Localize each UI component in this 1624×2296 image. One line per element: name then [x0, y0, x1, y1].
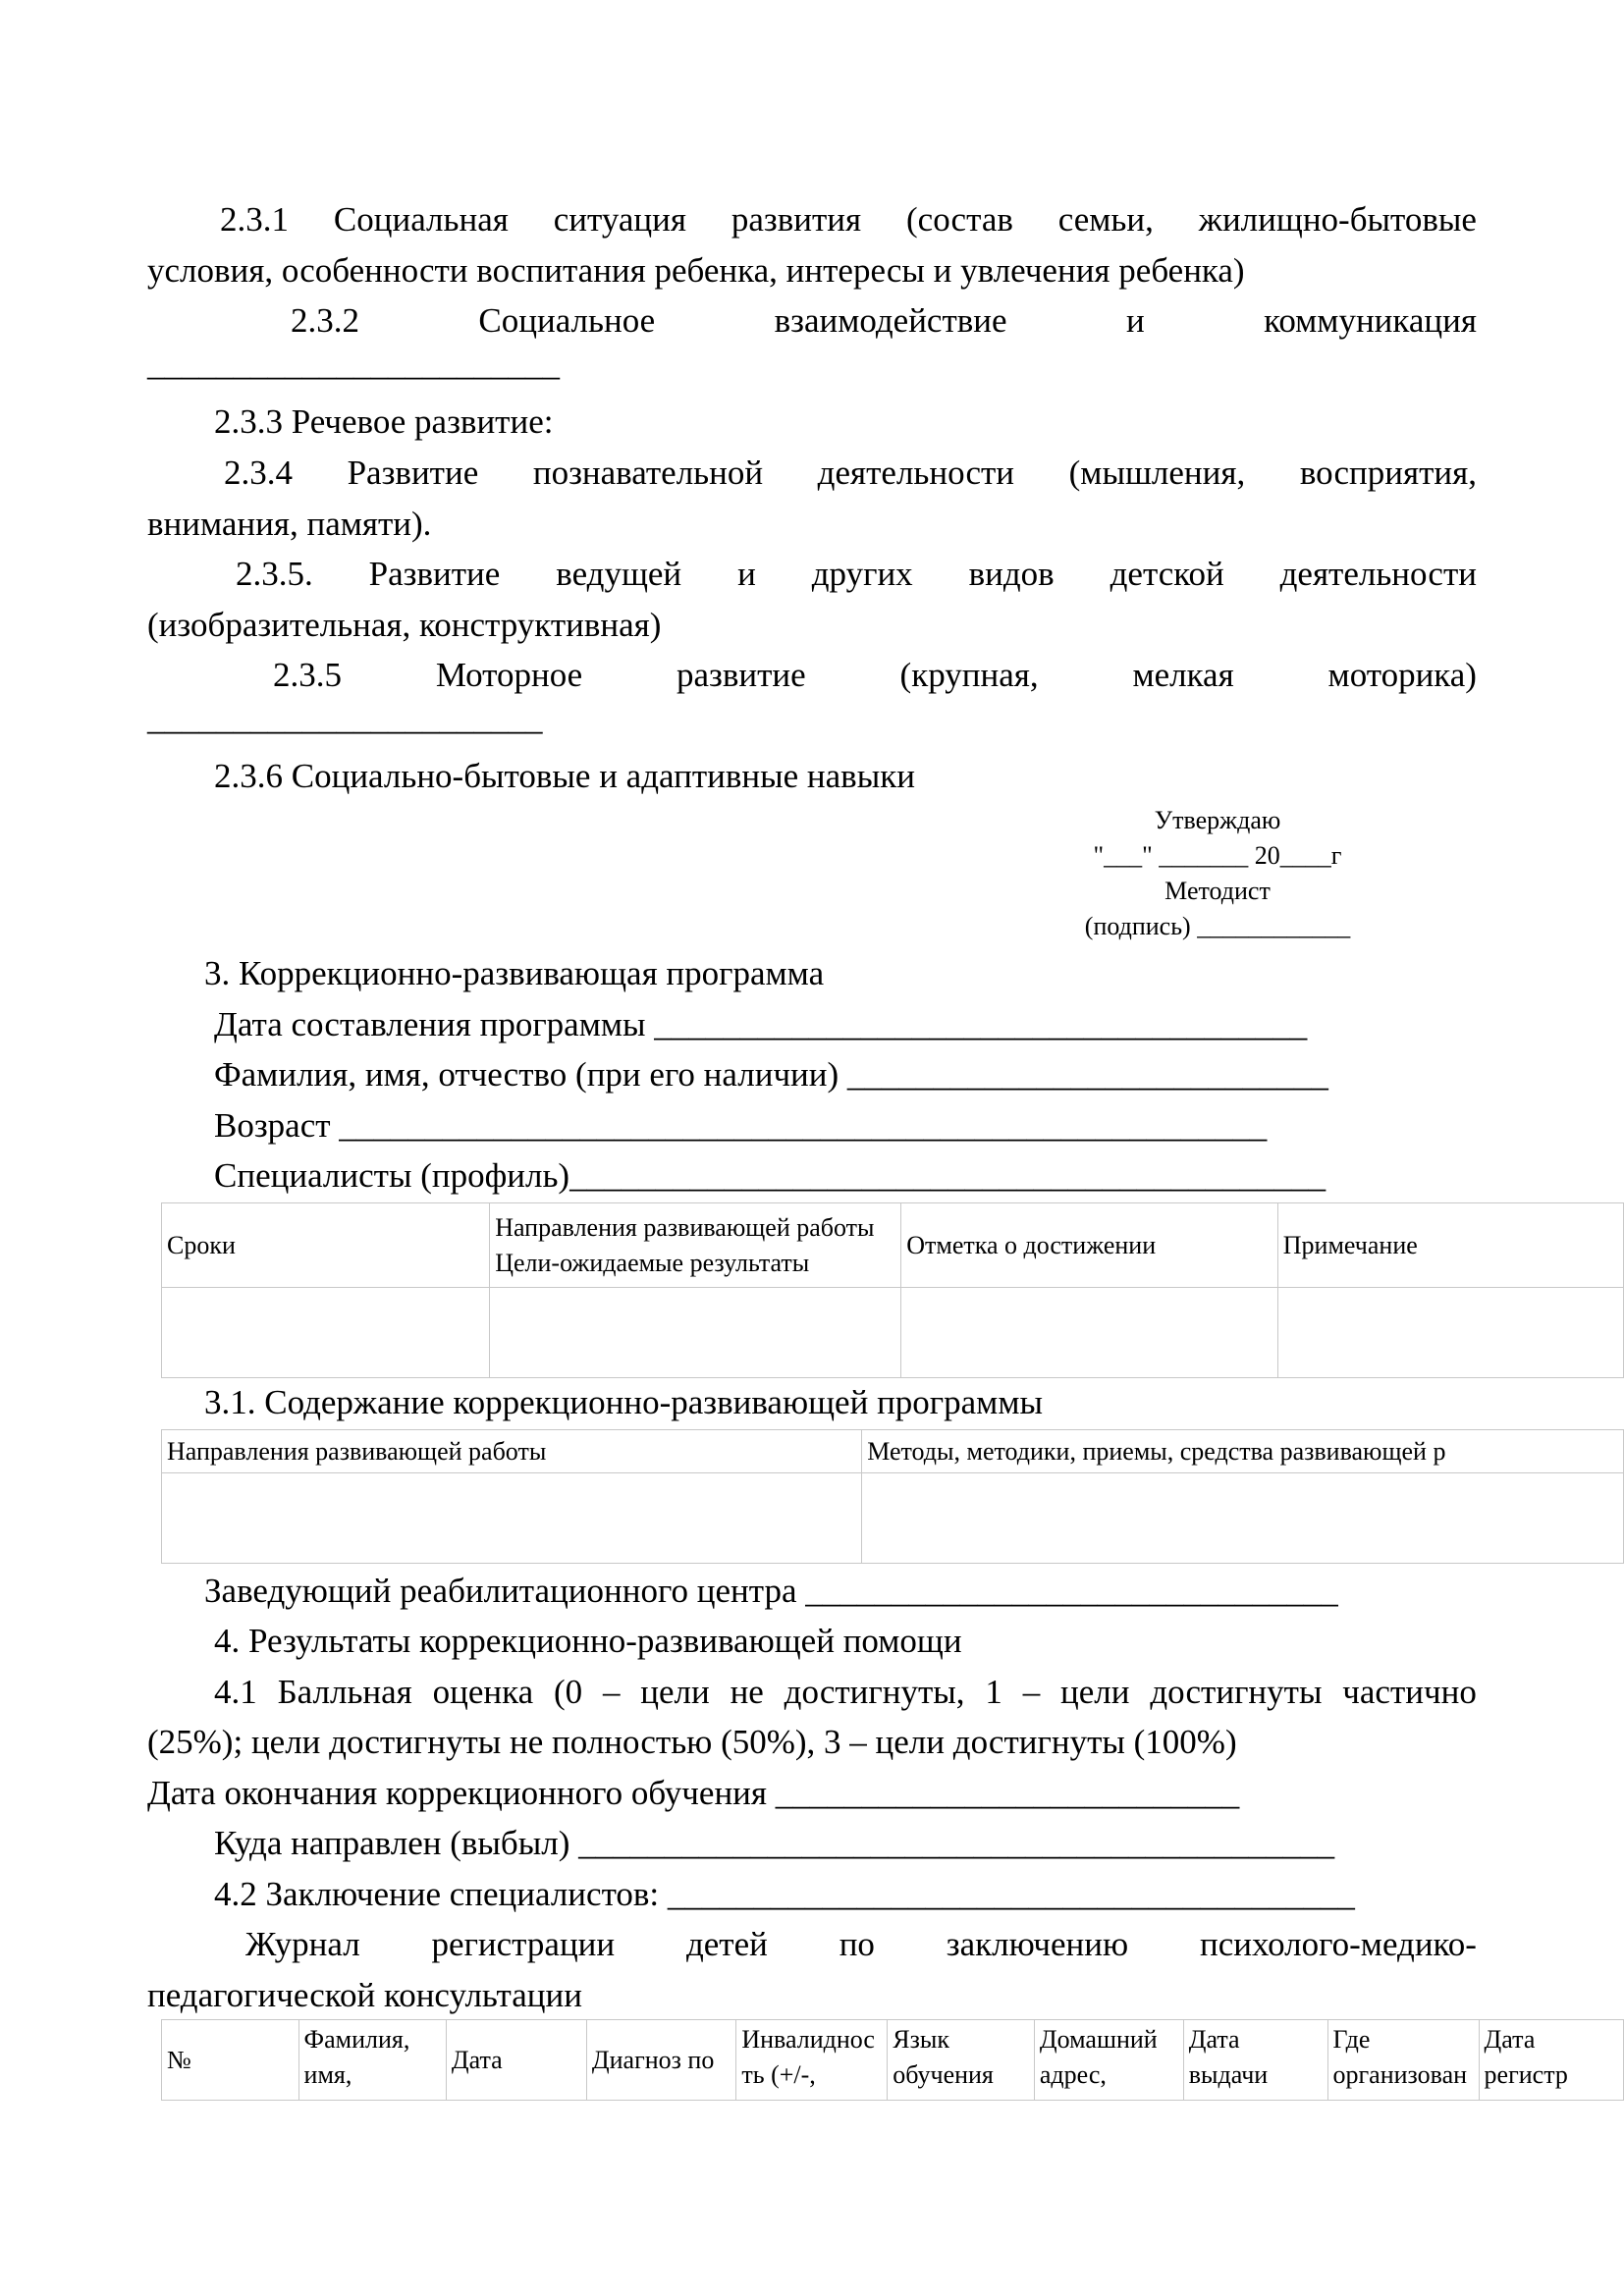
word: деятельности	[1279, 555, 1477, 593]
word: Социальная	[333, 200, 509, 239]
paragraph-4-1-line2: (25%); цели достигнуты не полностью (50%), 3 – цели достигнуты (100%)	[147, 1723, 1237, 1761]
word: других	[811, 555, 913, 593]
table-header-cell	[1034, 2020, 1183, 2101]
word: жилищно-бытовые	[1198, 200, 1477, 239]
table-header-cell	[490, 1203, 901, 1288]
table-header-line: Дата	[451, 2045, 503, 2074]
program-date-field: Дата составления программы ______________________________________	[214, 1005, 1308, 1043]
table-header-line: Дата	[1484, 2025, 1536, 2054]
end-date-field: Дата окончания коррекционного обучения ___________________________	[147, 1774, 1240, 1812]
word: (состав	[906, 200, 1013, 239]
word: частично	[1342, 1673, 1477, 1711]
table-header-line: Направления развивающей работы	[495, 1212, 875, 1242]
word: (0	[553, 1673, 583, 1711]
word: взаимодействие	[774, 301, 1007, 340]
approval-title: Утверждаю	[1154, 806, 1281, 834]
journal-title-line1	[245, 1919, 1477, 1970]
word: (крупная,	[899, 656, 1039, 694]
paragraph-2-3-5a-line2: (изобразительная, конструктивная)	[147, 606, 662, 644]
approval-block	[1070, 803, 1365, 944]
word: и	[1125, 301, 1145, 340]
table-header-line: выдачи	[1188, 2060, 1269, 2089]
table-header-line: Язык	[893, 2025, 949, 2054]
word: достигнуты,	[784, 1673, 965, 1711]
table-cell	[1277, 1288, 1623, 1378]
word: –	[1022, 1673, 1041, 1711]
table-header-line: адрес,	[1039, 2060, 1107, 2089]
word: (мышления,	[1068, 454, 1246, 492]
word: видов	[968, 555, 1055, 593]
word: семьи,	[1057, 200, 1154, 239]
table-row	[162, 1203, 1624, 1288]
table-cell	[162, 1288, 490, 1378]
word: Развитие	[368, 555, 501, 593]
paragraph-2-3-3: 2.3.3 Речевое развитие:	[214, 402, 554, 441]
word: 2.3.5	[273, 656, 342, 694]
word: достигнуты	[1150, 1673, 1323, 1711]
table-cell	[490, 1288, 901, 1378]
word: восприятия,	[1299, 454, 1477, 492]
word: –	[602, 1673, 621, 1711]
table-header-line: Диагноз по	[591, 2045, 715, 2074]
word: Журнал	[245, 1925, 360, 1963]
table-header-line: №	[167, 2045, 191, 2074]
table-header-cell	[1183, 2020, 1327, 2101]
table-header-cell	[586, 2020, 735, 2101]
table-header-cell	[298, 2020, 446, 2101]
table-header-line: ть (+/-,	[741, 2060, 816, 2089]
word: детей	[685, 1925, 768, 1963]
specialists-field: Специалисты (профиль)____________________________________________	[214, 1156, 1326, 1195]
word: деятельности	[817, 454, 1015, 492]
word: Балльная	[277, 1673, 412, 1711]
word: и	[737, 555, 756, 593]
paragraph-4-2: 4.2 Заключение специалистов: ________________________________________	[214, 1875, 1355, 1913]
word: 2.3.4	[224, 454, 293, 492]
paragraph-2-3-4-line1	[224, 448, 1477, 499]
word: не	[730, 1673, 764, 1711]
word: развития	[731, 200, 862, 239]
word: заключению	[946, 1925, 1129, 1963]
table-header-line: обучения	[893, 2060, 994, 2089]
word: детской	[1110, 555, 1224, 593]
table-header-cell	[446, 2020, 586, 2101]
table-row	[162, 2020, 1624, 2101]
paragraph-2-3-1-line2: условия, особенности воспитания ребенка, интересы и увлечения ребенка)	[147, 251, 1245, 290]
word: по	[839, 1925, 875, 1963]
table-header-cell: Направления развивающей работы	[162, 1430, 862, 1473]
word: 1	[985, 1673, 1002, 1711]
word: Социальное	[478, 301, 656, 340]
word: мелкая	[1132, 656, 1234, 694]
head-signature-field: Заведующий реабилитационного центра _______________________________	[204, 1572, 1338, 1610]
word: цели	[1060, 1673, 1130, 1711]
paragraph-2-3-4-line2: внимания, памяти).	[147, 505, 432, 543]
section-4-title: 4. Результаты коррекционно-развивающей помощи	[214, 1622, 962, 1660]
word: регистрации	[431, 1925, 616, 1963]
age-field: Возраст ______________________________________________________	[214, 1106, 1268, 1145]
word: познавательной	[532, 454, 764, 492]
word: 2.3.2	[291, 301, 359, 340]
table-header-cell	[1479, 2020, 1623, 2101]
word: психолого-медико-	[1199, 1925, 1477, 1963]
table-row	[162, 1473, 1624, 1564]
table-header-cell: Сроки	[162, 1203, 490, 1288]
table-header-line: Инвалиднос	[741, 2025, 875, 2054]
journal-table	[161, 2019, 1624, 2101]
table-cell	[862, 1473, 1624, 1564]
table-cell	[901, 1288, 1278, 1378]
word: 2.3.5.	[236, 555, 313, 593]
direction-field: Куда направлен (выбыл) ____________________________________________	[214, 1824, 1335, 1862]
paragraph-2-3-5b-line2: _______________________	[147, 699, 543, 737]
table-header-cell: Методы, методики, приемы, средства развивающей р	[862, 1430, 1624, 1473]
table-header-line: имя,	[303, 2060, 352, 2089]
table-header-cell: Примечание	[1277, 1203, 1623, 1288]
section-3-1-title: 3.1. Содержание коррекционно-развивающей программы	[204, 1383, 1043, 1421]
table-header-line: Дата	[1188, 2025, 1240, 2054]
word: 4.1	[214, 1673, 257, 1711]
word: развитие	[677, 656, 806, 694]
approval-role: Методист	[1164, 877, 1271, 905]
paragraph-2-3-6: 2.3.6 Социально-бытовые и адаптивные навыки	[214, 757, 915, 795]
word: Развитие	[347, 454, 479, 492]
word: оценка	[432, 1673, 534, 1711]
table-cell	[162, 1473, 862, 1564]
table-header-line: организован	[1332, 2060, 1468, 2089]
table-row	[162, 1430, 1624, 1473]
paragraph-2-3-1-line1	[220, 194, 1477, 245]
journal-title-line2: педагогической консультации	[147, 1976, 583, 2014]
table-header-line: Цели-ожидаемые результаты	[495, 1248, 810, 1277]
word: 2.3.1	[220, 200, 289, 239]
full-name-field: Фамилия, имя, отчество (при его наличии) ____________________________	[214, 1055, 1328, 1094]
table-header-cell: Отметка о достижении	[901, 1203, 1278, 1288]
content-table	[161, 1429, 1624, 1564]
word: коммуникация	[1264, 301, 1477, 340]
table-header-cell	[1327, 2020, 1479, 2101]
section-3-title: 3. Коррекционно-развивающая программа	[204, 954, 825, 992]
approval-signature: (подпись) ____________	[1084, 912, 1351, 940]
word: цели	[640, 1673, 710, 1711]
table-header-line: Домашний	[1039, 2025, 1158, 2054]
table-header-cell	[736, 2020, 888, 2101]
paragraph-2-3-5a-line1	[236, 549, 1477, 600]
word: ведущей	[556, 555, 682, 593]
word: Моторное	[435, 656, 583, 694]
approval-date: "___" _______ 20____г	[1093, 841, 1342, 870]
word: ситуация	[553, 200, 686, 239]
paragraph-4-1-line1	[214, 1667, 1477, 1718]
paragraph-2-3-2-line2: ________________________	[147, 345, 560, 383]
table-row	[162, 1288, 1624, 1378]
program-table	[161, 1202, 1624, 1378]
table-header-cell	[162, 2020, 299, 2101]
table-header-line: Где	[1332, 2025, 1371, 2054]
table-header-line: регистр	[1484, 2060, 1568, 2089]
table-header-line: Фамилия,	[303, 2025, 410, 2054]
word: моторика)	[1327, 656, 1477, 694]
table-header-cell	[888, 2020, 1035, 2101]
